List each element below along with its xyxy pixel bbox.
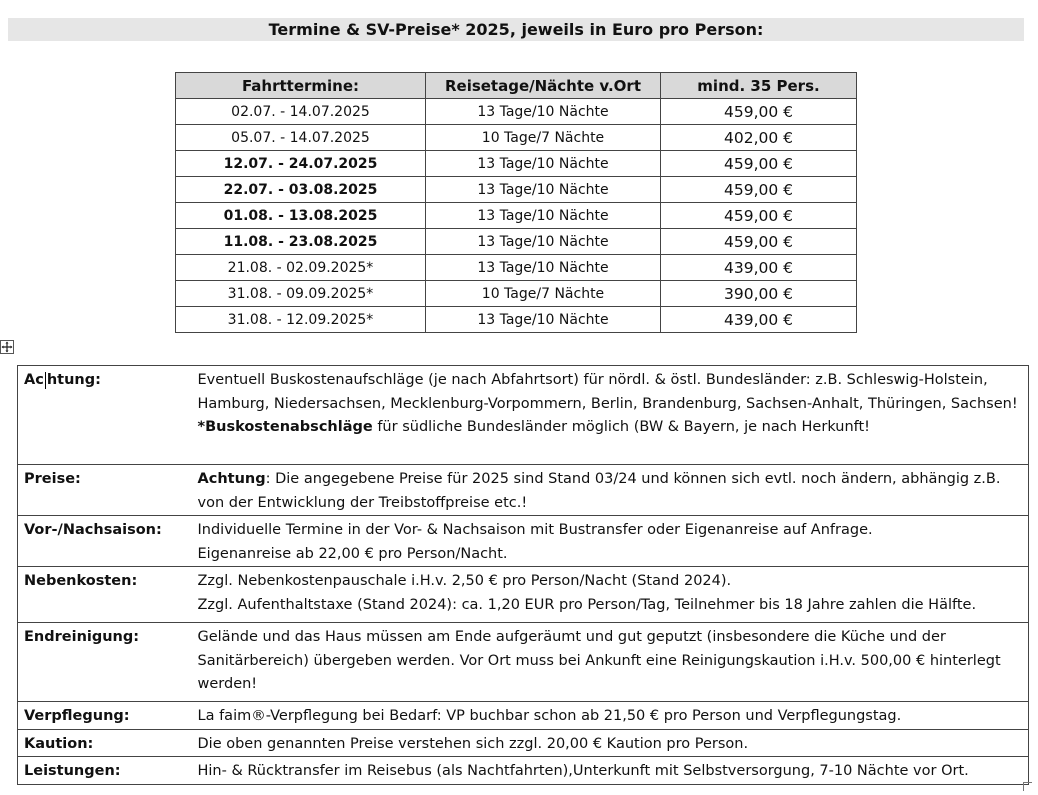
header-price: mind. 35 Pers. <box>661 73 857 99</box>
nights-cell: 10 Tage/7 Nächte <box>426 281 661 307</box>
table-row <box>176 255 857 281</box>
row-leistungen <box>18 757 1029 785</box>
label-nebenkosten: Nebenkosten: <box>18 567 186 623</box>
price-cell: 459,00 € <box>661 203 857 229</box>
table-row <box>176 99 857 125</box>
row-endreinigung <box>18 623 1029 702</box>
text-kaution: Die oben genannten Preise verstehen sich zzgl. 20,00 € Kaution pro Person. <box>186 729 1029 757</box>
date-cell: 12.07. - 24.07.2025 <box>176 151 426 177</box>
date-cell: 02.07. - 14.07.2025 <box>176 99 426 125</box>
label-leistungen: Leistungen: <box>18 757 186 785</box>
label-vorsaison: Vor-/Nachsaison: <box>18 516 186 567</box>
table-row <box>176 125 857 151</box>
price-cell: 459,00 € <box>661 99 857 125</box>
date-cell: 05.07. - 14.07.2025 <box>176 125 426 151</box>
label-endreinigung: Endreinigung: <box>18 623 186 702</box>
price-cell: 390,00 € <box>661 281 857 307</box>
label-achtung: Ac htung: <box>18 366 186 465</box>
table-row <box>176 281 857 307</box>
table-row <box>176 151 857 177</box>
nights-cell: 13 Tage/10 Nächte <box>426 203 661 229</box>
row-vorsaison <box>18 516 1029 567</box>
label-kaution: Kaution: <box>18 729 186 757</box>
table-row <box>176 177 857 203</box>
text-vorsaison: Individuelle Termine in der Vor- & Nachsaison mit Bustransfer oder Eigenanreise auf Anfrage. Eigenanreise ab 22,00 € pro Person/Nacht. <box>186 516 1029 567</box>
date-cell: 21.08. - 02.09.2025* <box>176 255 426 281</box>
header-dates: Fahrttermine: <box>176 73 426 99</box>
price-cell: 439,00 € <box>661 255 857 281</box>
text-verpflegung: La faim®-Verpflegung bei Bedarf: VP buchbar schon ab 21,50 € pro Person und Verpflegungstag. <box>186 702 1029 730</box>
date-cell: 11.08. - 23.08.2025 <box>176 229 426 255</box>
label-verpflegung: Verpflegung: <box>18 702 186 730</box>
text-nebenkosten: Zzgl. Nebenkostenpauschale i.H.v. 2,50 € pro Person/Nacht (Stand 2024). Zzgl. Aufenthaltstaxe (Stand 2024): ca. 1,20 EUR pro Person/Tag, Teilnehmer bis 18 Jahre zahlen die Hälfte. <box>186 567 1029 623</box>
text-preise: Achtung: Die angegebene Preise für 2025 sind Stand 03/24 und können sich evtl. noch ändern, abhängig z.B. von der Entwicklung der Treibstoffpreise etc.! <box>186 465 1029 516</box>
row-kaution <box>18 729 1029 757</box>
nights-cell: 13 Tage/10 Nächte <box>426 151 661 177</box>
price-cell: 439,00 € <box>661 307 857 333</box>
page-title: Termine & SV-Preise* 2025, jeweils in Euro pro Person: <box>8 18 1024 41</box>
nights-cell: 13 Tage/10 Nächte <box>426 307 661 333</box>
table-row <box>176 203 857 229</box>
date-cell: 31.08. - 12.09.2025* <box>176 307 426 333</box>
corner-mark-icon <box>1023 782 1032 791</box>
nights-cell: 13 Tage/10 Nächte <box>426 99 661 125</box>
price-cell: 459,00 € <box>661 151 857 177</box>
move-cross-icon[interactable] <box>0 340 14 354</box>
text-achtung: Eventuell Buskostenaufschläge (je nach Abfahrtsort) für nördl. & östl. Bundesländer: z.B. Schleswig-Holstein, Hamburg, Niedersachsen, Mecklenburg-Vorpommern, Berlin, Brandenburg, Sachsen-Anhalt, Thüringen, Sachsen! *Buskostenabschläge für südliche Bundesländer möglich (BW & Bayern, je nach Herkunft! <box>186 366 1029 465</box>
text-cursor <box>45 372 46 389</box>
price-cell: 402,00 € <box>661 125 857 151</box>
table-row <box>176 229 857 255</box>
table-row <box>176 307 857 333</box>
row-achtung <box>18 366 1029 465</box>
price-cell: 459,00 € <box>661 229 857 255</box>
text-endreinigung: Gelände und das Haus müssen am Ende aufgeräumt und gut geputzt (insbesondere die Küche und der Sanitärbereich) übergeben werden. Vor Ort muss bei Ankunft eine Reinigungskaution i.H.v. 500,00 € hinterlegt werden! <box>186 623 1029 702</box>
date-cell: 22.07. - 03.08.2025 <box>176 177 426 203</box>
date-cell: 31.08. - 09.09.2025* <box>176 281 426 307</box>
nights-cell: 13 Tage/10 Nächte <box>426 255 661 281</box>
schedule-table <box>175 72 857 333</box>
nights-cell: 13 Tage/10 Nächte <box>426 229 661 255</box>
nights-cell: 10 Tage/7 Nächte <box>426 125 661 151</box>
price-cell: 459,00 € <box>661 177 857 203</box>
info-table <box>17 365 1029 785</box>
text-leistungen: Hin- & Rücktransfer im Reisebus (als Nachtfahrten),Unterkunft mit Selbstversorgung, 7-10 Nächte vor Ort. <box>186 757 1029 785</box>
row-preise <box>18 465 1029 516</box>
header-nights: Reisetage/Nächte v.Ort <box>426 73 661 99</box>
row-verpflegung <box>18 702 1029 730</box>
row-nebenkosten <box>18 567 1029 623</box>
nights-cell: 13 Tage/10 Nächte <box>426 177 661 203</box>
label-preise: Preise: <box>18 465 186 516</box>
date-cell: 01.08. - 13.08.2025 <box>176 203 426 229</box>
